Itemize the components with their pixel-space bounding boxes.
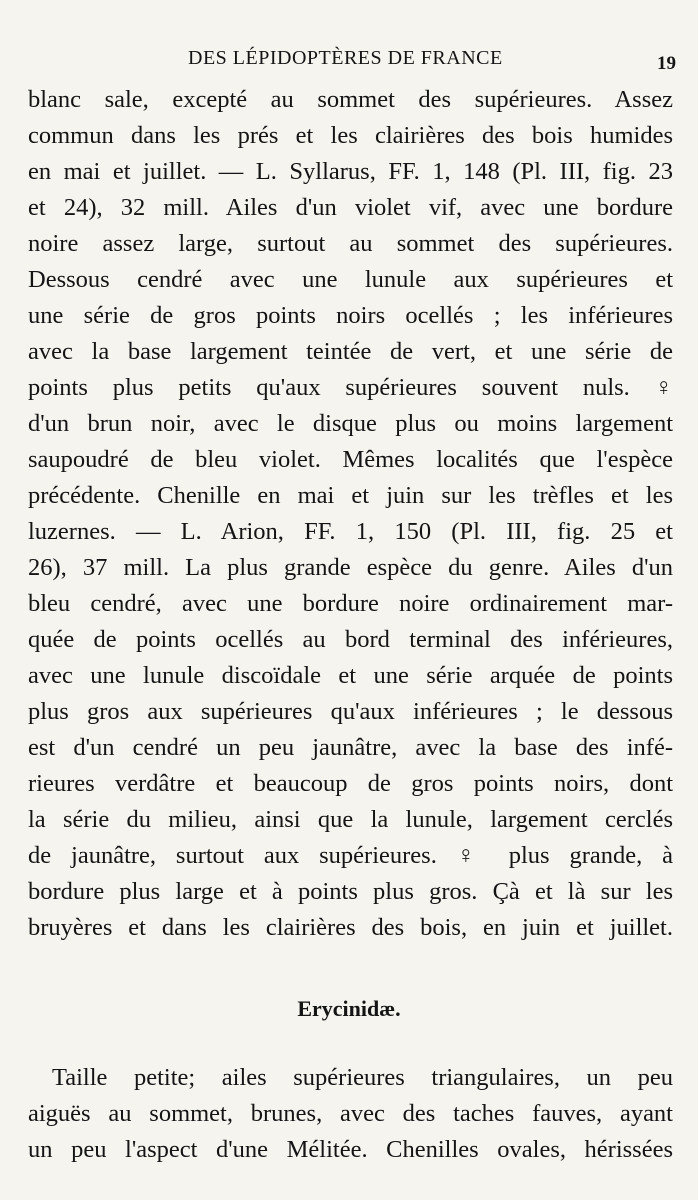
text-line: commun dans les prés et les clairières des bois humides (28, 122, 673, 149)
text-line: un peu l'aspect d'une Mélitée. Chenilles ovales, hérissées (28, 1136, 673, 1163)
text-line: blanc sale, excepté au sommet des supérieures. Assez (28, 86, 673, 113)
page-header (0, 47, 698, 77)
text-line: saupoudré de bleu violet. Mêmes localités que l'espèce (28, 446, 673, 473)
text-line: 26), 37 mill. La plus grande espèce du genre. Ailes d'un (28, 554, 673, 581)
text-line: de jaunâtre, surtout aux supérieures. ♀ plus grande, à (28, 842, 673, 869)
text-line: rieures verdâtre et beaucoup de gros points noirs, dont (28, 770, 673, 797)
text-line: en mai et juillet. — L. Syllarus, FF. 1, 148 (Pl. III, fig. 23 (28, 158, 673, 185)
text-line: points plus petits qu'aux supérieures souvent nuls. ♀ (28, 374, 673, 401)
text-line: bordure plus large et à points plus gros. Çà et là sur les (28, 878, 673, 905)
text-line: d'un brun noir, avec le disque plus ou moins largement (28, 410, 673, 437)
text-line: noire assez large, surtout au sommet des supérieures. (28, 230, 673, 257)
text-line: et 24), 32 mill. Ailes d'un violet vif, avec une bordure (28, 194, 673, 221)
text-line: quée de points ocellés au bord terminal des inférieures, (28, 626, 673, 653)
text-line: la série du milieu, ainsi que la lunule, largement cerclés (28, 806, 673, 833)
text-line: luzernes. — L. Arion, FF. 1, 150 (Pl. III, fig. 25 et (28, 518, 673, 545)
text-line: aiguës au sommet, brunes, avec des taches fauves, ayant (28, 1100, 673, 1127)
text-line: Dessous cendré avec une lunule aux supérieures et (28, 266, 673, 293)
text-line: bruyères et dans les clairières des bois, en juin et juillet. (28, 914, 673, 941)
page-number: 19 (657, 53, 676, 74)
text-line: précédente. Chenille en mai et juin sur les trèfles et les (28, 482, 673, 509)
text-line: avec la base largement teintée de vert, et une série de (28, 338, 673, 365)
text-line: Taille petite; ailes supérieures triangulaires, un peu (52, 1064, 673, 1091)
text-line: est d'un cendré un peu jaunâtre, avec la base des infé- (28, 734, 673, 761)
text-line: plus gros aux supérieures qu'aux inférieures ; le dessous (28, 698, 673, 725)
section-heading: Erycinidæ. (297, 996, 401, 1021)
text-line: avec une lunule discoïdale et une série arquée de points (28, 662, 673, 689)
paragraph-2 (28, 1060, 673, 1168)
text-line: bleu cendré, avec une bordure noire ordinairement mar- (28, 590, 673, 617)
paragraph-1 (28, 82, 673, 946)
text-line: une série de gros points noirs ocellés ; les inférieures (28, 302, 673, 329)
running-title: DES LÉPIDOPTÈRES DE FRANCE (188, 47, 503, 69)
